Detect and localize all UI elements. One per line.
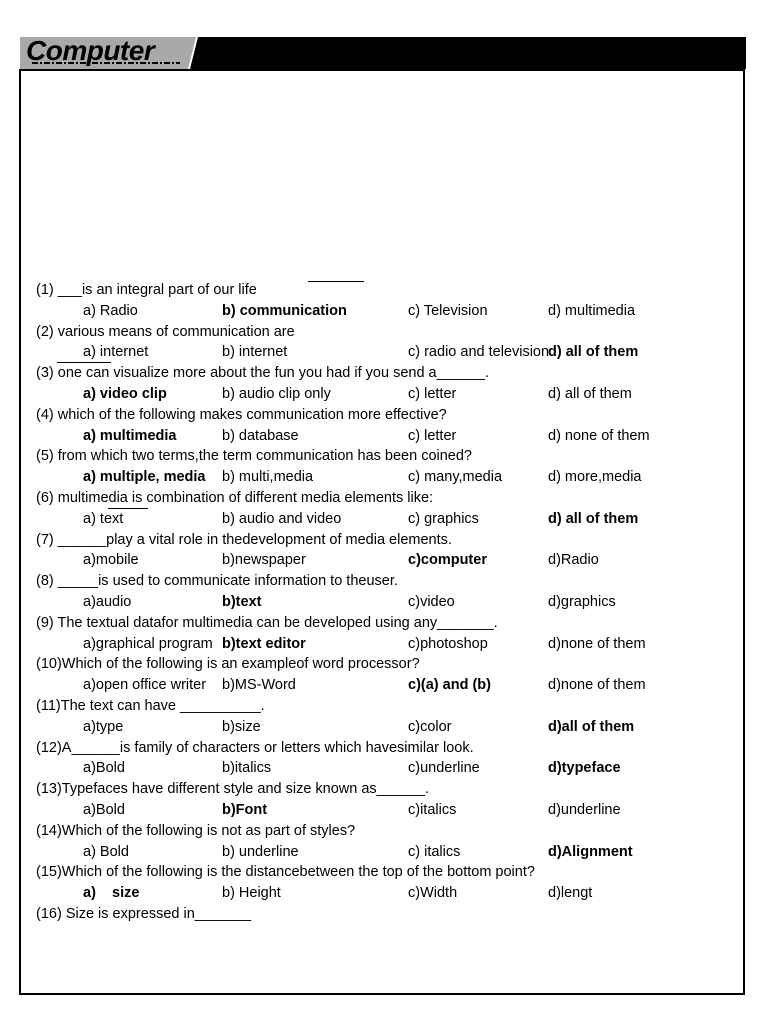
- option-a: a) internet: [83, 344, 149, 361]
- question-text: (1) ___is an integral part of our life: [36, 282, 257, 298]
- option-d: d)all of them: [548, 718, 635, 735]
- option-d: d)underline: [548, 801, 621, 818]
- question-list: [36, 280, 726, 925]
- option-a: a)type: [83, 718, 124, 735]
- option-b: b)text: [222, 593, 262, 610]
- question-text: (9) The textual datafor multimedia can be developed using any_______.: [36, 614, 498, 631]
- stray-answer-line: [108, 508, 148, 509]
- option-c: c) letter: [408, 385, 457, 402]
- option-b: b) audio clip only: [222, 385, 331, 402]
- question-text: (12)A______is family of characters or letters which havesimilar look.: [36, 739, 474, 756]
- page-title: Computer: [26, 35, 155, 66]
- option-c: c) radio and television: [408, 344, 550, 361]
- question-text: (7) ______play a vital role in thedevelopment of media elements.: [36, 531, 452, 548]
- question-text: (11)The text can have __________.: [36, 697, 265, 714]
- option-b: b) multi,media: [222, 469, 314, 486]
- option-a: a) multimedia: [83, 427, 177, 444]
- option-b: b) audio and video: [222, 510, 342, 527]
- option-row: [36, 800, 726, 821]
- option-a: a) Radio: [83, 302, 138, 319]
- option-d: d) all of them: [548, 510, 639, 527]
- option-a: a)mobile: [83, 552, 139, 569]
- option-c: c) Television: [408, 302, 488, 319]
- page-header: [20, 37, 746, 69]
- option-d: d) none of them: [548, 427, 650, 444]
- option-row: [36, 509, 726, 530]
- question-text: (2) various means of communication are: [36, 323, 295, 340]
- option-row: [36, 758, 726, 779]
- option-a: a)audio: [83, 593, 132, 610]
- option-row: [36, 342, 726, 363]
- stray-answer-line: [308, 281, 364, 282]
- option-row: [36, 883, 726, 904]
- option-c: c)Width: [408, 885, 458, 902]
- option-d: d)none of them: [548, 677, 646, 694]
- option-row: [36, 550, 726, 571]
- option-d: d)graphics: [548, 593, 616, 610]
- option-row: [36, 592, 726, 613]
- question-text: (10)Which of the following is an exampleof word processor?: [36, 656, 420, 673]
- option-d: d)Alignment: [548, 843, 633, 860]
- option-b: b)italics: [222, 760, 272, 777]
- option-a: a) multiple, media: [83, 469, 206, 486]
- question-text: (3) one can visualize more about the fun you had if you send a______.: [36, 365, 490, 382]
- option-d: d) all of them: [548, 385, 632, 402]
- question-text: (8) _____is used to communicate information to theuser.: [36, 573, 398, 590]
- option-b: b)newspaper: [222, 552, 306, 569]
- option-b: b) communication: [222, 302, 347, 319]
- option-row: [36, 634, 726, 655]
- question-text: (13)Typefaces have different style and size known as______.: [36, 781, 430, 798]
- option-c: c)underline: [408, 760, 480, 777]
- option-row: [36, 384, 726, 405]
- option-b: b) internet: [222, 344, 288, 361]
- option-a: a) size: [83, 885, 140, 902]
- question-text: (14)Which of the following is not as part of styles?: [36, 822, 356, 839]
- question-text: (4) which of the following makes communication more effective?: [36, 406, 447, 423]
- option-c: c) many,media: [408, 469, 503, 486]
- question-text: (6) multimedia is combination of different media elements like:: [36, 489, 434, 506]
- option-row: [36, 675, 726, 696]
- option-d: d)Radio: [548, 552, 599, 569]
- question-text: (5) from which two terms,the term communication has been coined?: [36, 448, 472, 465]
- option-b: b)size: [222, 718, 261, 735]
- option-c: c) letter: [408, 427, 457, 444]
- option-a: a)Bold: [83, 801, 125, 818]
- option-b: b) Height: [222, 885, 281, 902]
- option-c: c)video: [408, 593, 455, 610]
- option-row: [36, 426, 726, 447]
- option-c: c)computer: [408, 552, 487, 569]
- question-text: (16) Size is expressed in_______: [36, 905, 252, 922]
- option-b: b) underline: [222, 843, 299, 860]
- option-c: c)photoshop: [408, 635, 488, 652]
- option-d: d) more,media: [548, 469, 642, 486]
- option-b: b)Font: [222, 801, 268, 818]
- option-a: a)Bold: [83, 760, 125, 777]
- option-d: d)lengt: [548, 885, 593, 902]
- option-b: b)text editor: [222, 635, 306, 652]
- option-c: c) italics: [408, 843, 461, 860]
- option-b: b)MS-Word: [222, 677, 296, 694]
- option-d: d) multimedia: [548, 302, 636, 319]
- option-row: [36, 301, 726, 322]
- question-text: (15)Which of the following is the distancebetween the top of the bottom point?: [36, 864, 535, 881]
- option-a: a) text: [83, 510, 124, 527]
- option-a: a)graphical program: [83, 635, 213, 652]
- option-row: [36, 717, 726, 738]
- option-c: c)italics: [408, 801, 457, 818]
- option-d: d) all of them: [548, 344, 639, 361]
- option-a: a)open office writer: [83, 677, 207, 694]
- option-d: d)typeface: [548, 760, 621, 777]
- option-a: a) video clip: [83, 385, 167, 402]
- option-c: c)color: [408, 718, 452, 735]
- option-row: [36, 842, 726, 863]
- option-d: d)none of them: [548, 635, 646, 652]
- option-c: c)(a) and (b): [408, 677, 491, 694]
- option-a: a) Bold: [83, 843, 129, 860]
- option-c: c) graphics: [408, 510, 479, 527]
- option-b: b) database: [222, 427, 299, 444]
- stray-answer-line: [57, 362, 111, 363]
- option-row: [36, 467, 726, 488]
